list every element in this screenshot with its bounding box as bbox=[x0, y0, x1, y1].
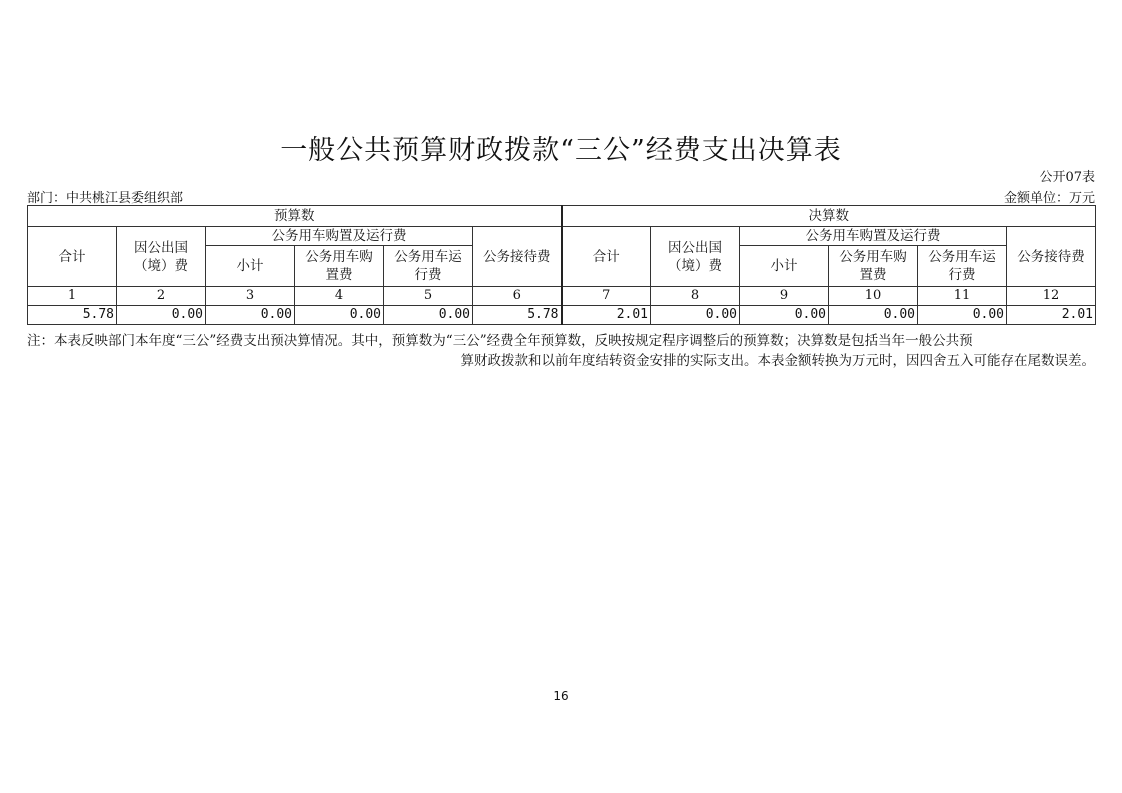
value-cell: 5.78 bbox=[28, 306, 117, 325]
value-cell: 0.00 bbox=[117, 306, 206, 325]
final-abroad-header-line1: 因公出国 bbox=[668, 239, 722, 256]
final-total-header: 合计 bbox=[562, 227, 651, 287]
value-cell: 0.00 bbox=[918, 306, 1007, 325]
budget-group-header: 预算数 bbox=[28, 206, 562, 227]
budget-total-header: 合计 bbox=[28, 227, 117, 287]
column-number: 3 bbox=[206, 287, 295, 306]
budget-abroad-header bbox=[117, 227, 206, 287]
budget-car-buy-line1: 公务用车购 bbox=[305, 249, 373, 265]
budget-reception-header: 公务接待费 bbox=[473, 227, 562, 287]
final-subtotal-header: 小计 bbox=[740, 246, 829, 287]
value-cell: 0.00 bbox=[829, 306, 918, 325]
group-header-row bbox=[28, 206, 1096, 227]
budget-car-buy-line2: 置费 bbox=[325, 267, 353, 283]
budget-car-group-header: 公务用车购置及运行费 bbox=[206, 227, 473, 246]
note-line-1: 注：本表反映部门本年度“三公”经费支出预决算情况。其中，预算数为“三公”经费全年预算数，反映按规定程序调整后的预算数；决算数是包括当年一般公共预 bbox=[27, 333, 973, 349]
value-cell: 0.00 bbox=[295, 306, 384, 325]
column-number: 5 bbox=[384, 287, 473, 306]
value-cell: 0.00 bbox=[740, 306, 829, 325]
column-header-row bbox=[28, 227, 1096, 246]
final-car-run-line2: 行费 bbox=[948, 267, 976, 283]
final-car-group-header: 公务用车购置及运行费 bbox=[740, 227, 1007, 246]
table-note bbox=[27, 331, 1095, 371]
final-car-run-line1: 公务用车运 bbox=[928, 249, 996, 265]
final-car-run-header bbox=[918, 246, 1007, 287]
final-car-buy-line1: 公务用车购 bbox=[839, 249, 907, 265]
final-car-buy-line2: 置费 bbox=[859, 267, 887, 283]
final-abroad-header bbox=[651, 227, 740, 287]
column-number: 10 bbox=[829, 287, 918, 306]
department-label: 部门：中共桃江县委组织部 bbox=[27, 191, 184, 206]
form-number: 公开07表 bbox=[1039, 170, 1095, 185]
budget-car-run-header bbox=[384, 246, 473, 287]
final-group-header: 决算数 bbox=[562, 206, 1096, 227]
column-number: 11 bbox=[918, 287, 1007, 306]
column-number-row bbox=[28, 287, 1096, 306]
page-title: 一般公共预算财政拨款“三公”经费支出决算表 bbox=[280, 135, 842, 166]
budget-abroad-header-line1: 因公出国 bbox=[134, 239, 188, 256]
budget-subtotal-header: 小计 bbox=[206, 246, 295, 287]
column-number: 2 bbox=[117, 287, 206, 306]
final-reception-header: 公务接待费 bbox=[1007, 227, 1096, 287]
budget-abroad-header-line2: （境）费 bbox=[134, 257, 188, 274]
value-cell: 2.01 bbox=[562, 306, 651, 325]
value-cell: 0.00 bbox=[206, 306, 295, 325]
column-number: 7 bbox=[562, 287, 651, 306]
column-number: 12 bbox=[1007, 287, 1096, 306]
value-cell: 2.01 bbox=[1007, 306, 1096, 325]
column-number: 8 bbox=[651, 287, 740, 306]
budget-car-buy-header bbox=[295, 246, 384, 287]
note-line-2: 算财政拨款和以前年度结转资金安排的实际支出。本表金额转换为万元时，因四舍五入可能存在尾数误差。 bbox=[460, 353, 1095, 369]
budget-car-run-line1: 公务用车运 bbox=[394, 249, 462, 265]
expense-table bbox=[27, 205, 1096, 325]
budget-car-run-line2: 行费 bbox=[414, 267, 442, 283]
amount-unit-label: 金额单位：万元 bbox=[1003, 191, 1095, 206]
column-number: 9 bbox=[740, 287, 829, 306]
column-number: 4 bbox=[295, 287, 384, 306]
column-number: 1 bbox=[28, 287, 117, 306]
page-number: 16 bbox=[553, 689, 569, 703]
table-row bbox=[28, 306, 1096, 325]
value-cell: 0.00 bbox=[651, 306, 740, 325]
column-number: 6 bbox=[473, 287, 562, 306]
final-abroad-header-line2: （境）费 bbox=[668, 257, 722, 274]
value-cell: 5.78 bbox=[473, 306, 562, 325]
value-cell: 0.00 bbox=[384, 306, 473, 325]
final-car-buy-header bbox=[829, 246, 918, 287]
